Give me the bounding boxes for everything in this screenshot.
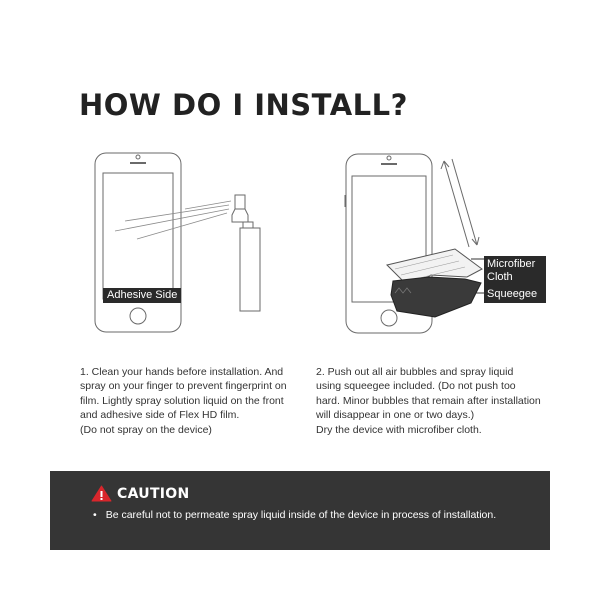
caution-header bbox=[91, 485, 190, 502]
microfiber-cloth-label: Microfiber Cloth bbox=[484, 256, 546, 286]
spray-illustration bbox=[85, 145, 300, 345]
film-screen-area bbox=[103, 173, 173, 299]
caution-box bbox=[50, 471, 550, 550]
home-button-cutout bbox=[130, 308, 146, 324]
phone-home-button bbox=[381, 310, 397, 326]
double-arrow-icon bbox=[441, 159, 479, 247]
camera-hole bbox=[136, 155, 140, 159]
spray-bottle bbox=[232, 195, 260, 311]
film-outline bbox=[95, 153, 181, 332]
bullet: • bbox=[93, 509, 97, 521]
caution-text: Be careful not to permeate spray liquid inside of the device in process of installation. bbox=[105, 509, 497, 521]
step-1-text: 1. Clean your hands before installation. And spray on your finger to prevent fingerprint on film. Lightly spray solution liquid on the front and adhesive side of Flex HD film. (Do not spray on the device) bbox=[80, 366, 287, 436]
caution-list-item bbox=[93, 509, 496, 521]
squeegee bbox=[391, 277, 481, 317]
squeegee-label: Squeegee bbox=[484, 286, 546, 303]
film-spray-drawing bbox=[85, 145, 300, 345]
step-2-text: 2. Push out all air bubbles and spray liquid using squeegee included. (Do not push too hard. Minor bubbles that remain after installation will disappear in one or two days.) Dry the device with microfiber cloth. bbox=[316, 366, 541, 436]
phone-cloth-drawing bbox=[335, 145, 550, 345]
warning-triangle-icon bbox=[91, 485, 112, 502]
adhesive-side-label: Adhesive Side bbox=[103, 288, 181, 303]
page-title: HOW DO I INSTALL? bbox=[79, 88, 408, 122]
caution-title: CAUTION bbox=[117, 485, 190, 502]
phone-camera bbox=[387, 156, 391, 160]
squeegee-illustration bbox=[335, 145, 550, 345]
